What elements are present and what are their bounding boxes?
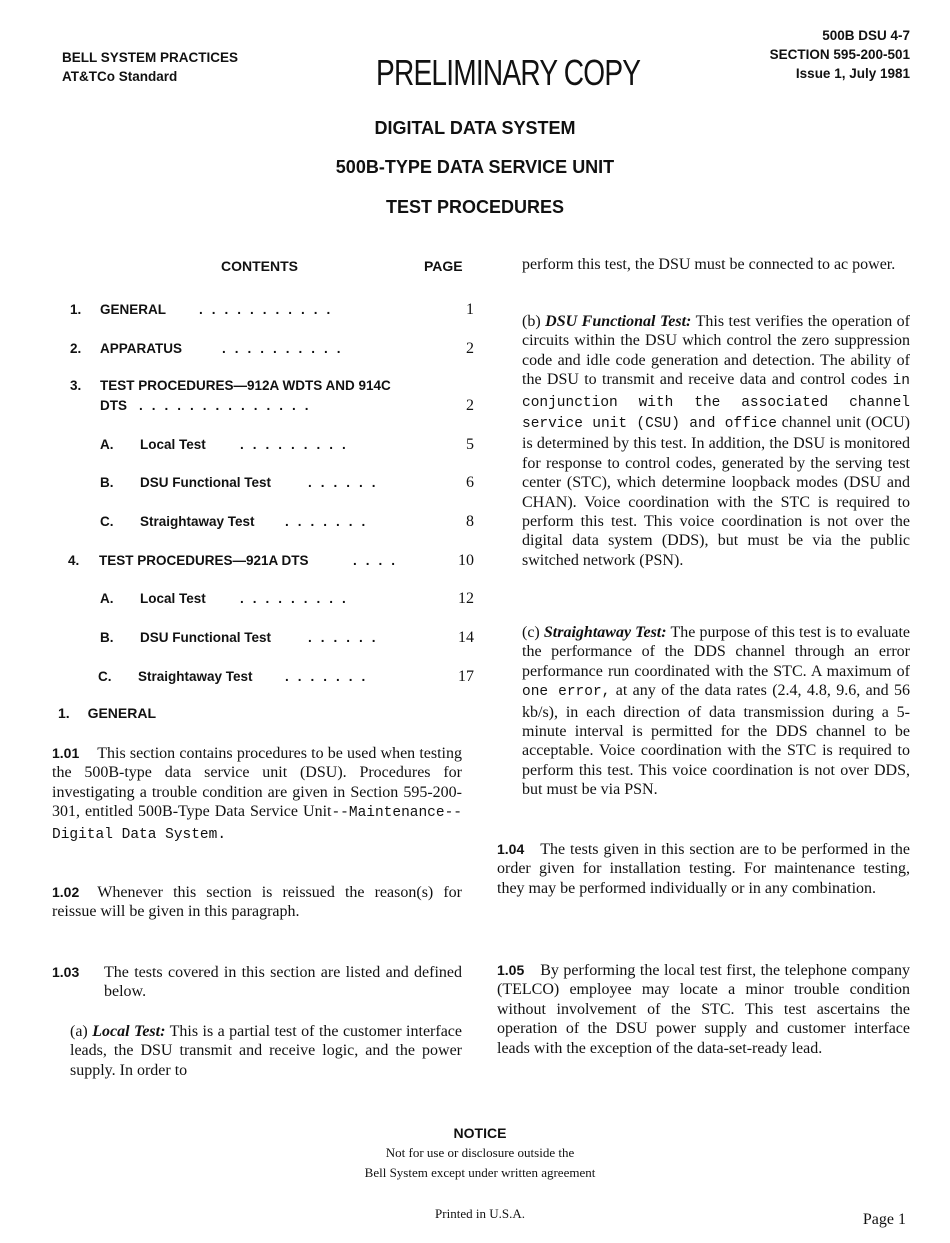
title-line-2: 500B-TYPE DATA SERVICE UNIT xyxy=(335,157,615,177)
toc-item-test-procedures-912a xyxy=(0,376,480,416)
toc-page: 14 xyxy=(458,629,474,646)
paragraph-text-mono: --Maintenance--Digital Data System. xyxy=(52,805,462,843)
notice-line-1: Not for use or disclosure outside the xyxy=(385,1145,575,1160)
toc-number: B. xyxy=(100,475,114,490)
toc-leader: ......... xyxy=(240,437,355,452)
item-text: This is a partial test of the customer interface leads, the DSU transmit and receive logic, and the power supply. In order to xyxy=(70,1023,463,1079)
item-text-continued: channel unit (OCU) is determined by this test. In addition, the DSU is monitored for response to control codes, generated by the serving test center (STC), which determine loopback modes (DSU and CHAN). Voice coordination with the STC is required to perform this test. This voice coordination is not over the digital data system (DDS), but must be via the public switched network (PSN). xyxy=(522,414,911,569)
header-right xyxy=(770,26,910,83)
item-label: (b) xyxy=(522,313,541,330)
contents-heading: CONTENTS xyxy=(221,258,298,274)
toc-page: 6 xyxy=(466,474,474,491)
toc-number: A. xyxy=(100,437,114,452)
toc-number: B. xyxy=(100,630,114,645)
item-label: (c) xyxy=(522,624,540,641)
paragraph-text: Whenever this section is reissued the reason(s) for reissue will be given in this paragraph. xyxy=(52,884,462,921)
item-label: (a) xyxy=(70,1023,88,1040)
toc-label: Local Test xyxy=(140,591,206,606)
toc-leader: ...... xyxy=(308,630,385,645)
toc-page: 8 xyxy=(466,513,474,530)
notice-line-2: Bell System except under written agreement xyxy=(364,1165,596,1180)
toc-number: 4. xyxy=(68,553,80,568)
paragraph-number: 1.05 xyxy=(497,962,525,978)
publisher-line: BELL SYSTEM PRACTICES xyxy=(62,50,239,65)
paragraph-number: 1.01 xyxy=(52,745,80,761)
header-left xyxy=(62,48,238,86)
toc-page: 5 xyxy=(466,436,474,453)
toc-label: Straightaway Test xyxy=(140,514,255,529)
paragraph-text: The tests given in this section are to be performed in the order given for installation testing. For maintenance testing, they may be performed individually or in any combination. xyxy=(497,841,910,897)
toc-item-dsu-functional-test-b2 xyxy=(0,628,480,648)
toc-label: DSU Functional Test xyxy=(140,630,272,645)
section-heading xyxy=(58,705,156,721)
item-text-mono: one error, xyxy=(522,684,611,701)
toc-page: 10 xyxy=(458,552,474,569)
item-text-mono: in conjunction with the associated channel service unit (CSU) and office xyxy=(522,373,911,433)
paragraph-1-02 xyxy=(52,883,462,922)
section-title: GENERAL xyxy=(87,705,157,721)
paragraph-a-continued: perform this test, the DSU must be connected to ac power. xyxy=(522,256,896,273)
paragraph-text: The tests covered in this section are listed and defined below. xyxy=(104,964,462,1001)
preliminary-stamp: PRELIMINARY COPY xyxy=(376,52,641,93)
toc-leader: .......... xyxy=(222,341,350,356)
toc-leader: .... xyxy=(353,553,405,568)
toc-number: A. xyxy=(100,591,114,606)
paragraph-1-03 xyxy=(52,963,462,1002)
paragraph-c-straightaway-test xyxy=(522,623,910,800)
toc-number: C. xyxy=(100,514,114,529)
toc-number: C. xyxy=(98,669,112,684)
paragraph-1-01 xyxy=(52,744,462,845)
toc-number: 2. xyxy=(70,341,82,356)
toc-label: GENERAL xyxy=(100,302,167,317)
document-id: 500B DSU 4-7 xyxy=(822,28,910,43)
item-title: Straightaway Test: xyxy=(543,624,667,641)
toc-item-dsu-functional-test-b xyxy=(0,473,480,493)
paragraph-number: 1.04 xyxy=(497,841,525,857)
toc-item-local-test-a xyxy=(0,435,480,455)
issue-date: Issue 1, July 1981 xyxy=(795,66,910,81)
paragraph-text: By performing the local test first, the telephone company (TELCO) employee may locate a minor trouble condition without involvement of the STC. This test ascertains the operation of the DSU power supply and customer interface leads with the exception of the data-set-ready lead. xyxy=(497,962,910,1057)
notice-heading: NOTICE xyxy=(453,1125,507,1141)
paragraph-1-05 xyxy=(497,961,910,1058)
toc-leader: .............. xyxy=(139,398,318,413)
printed-in: Printed in U.S.A. xyxy=(435,1206,525,1221)
item-title: DSU Functional Test: xyxy=(545,313,692,330)
toc-label: Straightaway Test xyxy=(138,669,253,684)
toc-leader: ........... xyxy=(199,302,340,317)
toc-label: TEST PROCEDURES—912A WDTS AND 914C xyxy=(100,378,391,393)
toc-item-general xyxy=(0,300,480,320)
toc-page: 2 xyxy=(466,397,474,414)
paragraph-1-04 xyxy=(497,840,910,898)
toc-leader: ....... xyxy=(285,514,375,529)
paragraph-text: This section contains procedures to be used when testing the 500B-type data service unit (DSU). Procedures for investigating a trouble condition are given in Section 595-200-301, entitled 500B-Type Data Service Unit xyxy=(52,745,462,821)
standard-line: AT&TCo Standard xyxy=(62,69,178,84)
item-text: This test verifies the operation of circuits within the DSU which control the zero suppression code and idle code generation and detection. The ability of the DSU to transmit and receive data and control codes xyxy=(522,313,911,389)
toc-page: 12 xyxy=(458,590,474,607)
paragraph-number: 1.02 xyxy=(52,884,80,900)
toc-page: 17 xyxy=(458,668,474,685)
toc-label: DSU Functional Test xyxy=(140,475,272,490)
paragraph-b-dsu-functional-test xyxy=(522,312,910,570)
toc-leader: ...... xyxy=(308,475,385,490)
toc-number: 1. xyxy=(70,302,82,317)
page-heading: PAGE xyxy=(424,258,463,274)
toc-item-local-test-a2 xyxy=(0,589,480,609)
section-number: SECTION 595-200-501 xyxy=(769,47,910,62)
toc-label: Local Test xyxy=(140,437,206,452)
toc-label-continued: DTS xyxy=(100,398,127,413)
toc-item-test-procedures-921a xyxy=(0,551,480,571)
toc-label: TEST PROCEDURES—921A DTS xyxy=(99,553,309,568)
item-title: Local Test: xyxy=(92,1023,166,1040)
toc-label: APPARATUS xyxy=(100,341,183,356)
page-number: Page 1 xyxy=(862,1211,906,1228)
toc-item-apparatus xyxy=(0,339,480,359)
item-text: The purpose of this test is to evaluate the performance of the DDS channel through an error performance run coordinated with the STC. A maximum of xyxy=(522,624,911,680)
paragraph-number: 1.03 xyxy=(52,964,80,980)
item-text-continued: at any of the data rates (2.4, 4.8, 9.6, and 56 kb/s), in each direction of data transmission during a 5-minute interval is permitted for the DDS channel to be acceptable. Voice coordination with the STC is required to perform this test. This voice coordination is not over DDS, but must be via PSN. xyxy=(522,682,911,799)
title-line-1: DIGITAL DATA SYSTEM xyxy=(374,118,576,138)
toc-item-straightaway-test-c xyxy=(0,512,480,532)
toc-leader: ......... xyxy=(240,591,355,606)
toc-page: 2 xyxy=(466,340,474,357)
toc-page: 1 xyxy=(466,301,474,318)
toc-number: 3. xyxy=(70,378,82,393)
toc-leader: ....... xyxy=(285,669,375,684)
paragraph-a-local-test xyxy=(70,1022,462,1080)
section-number: 1. xyxy=(58,705,70,721)
title-line-3: TEST PROCEDURES xyxy=(385,197,565,217)
toc-item-straightaway-test-c2 xyxy=(0,667,480,687)
